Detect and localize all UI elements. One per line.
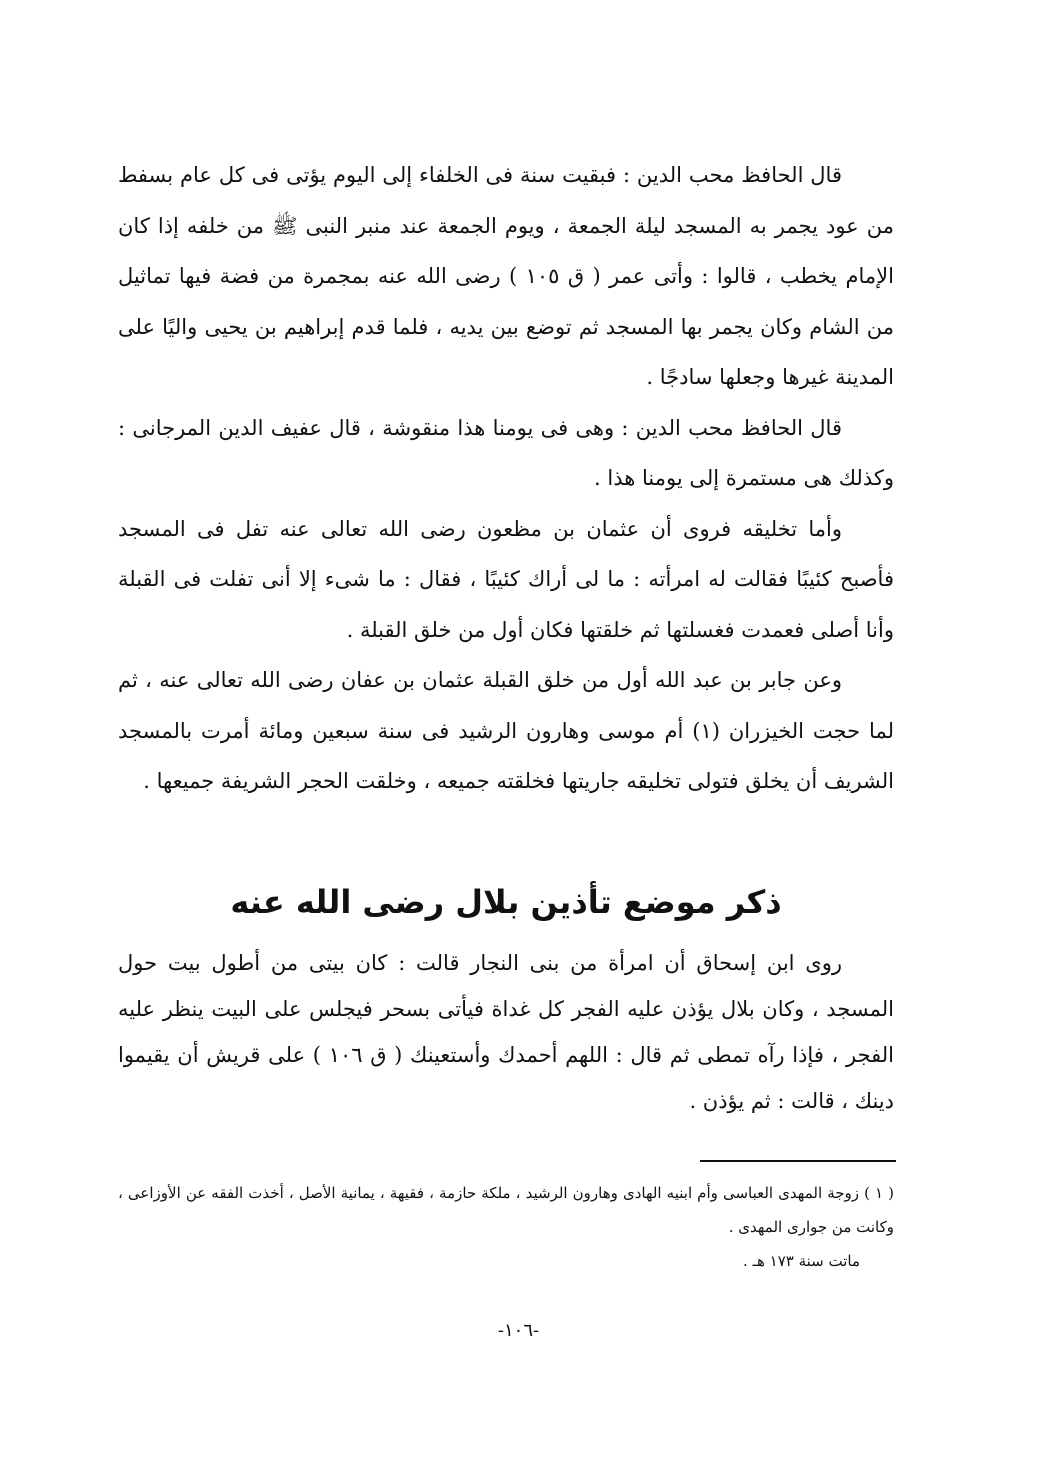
main-body-text [118, 150, 894, 807]
section-body-text [118, 940, 894, 1124]
section-paragraph: روى ابن إسحاق أن امرأة من بنى النجار قالت : كان بيتى من أطول بيت حول المسجد ، وكان بلال يؤذن عليه الفجر كل غداة فيأتى بسحر فيجلس على البيت ينظر عليه الفجر ، فإذا رآه تمطى ثم قال : اللهم أحمدك وأستعينك ( ق ١٠٦ ) على قريش أن يقيموا دينك ، قالت : ثم يؤذن . [118, 951, 894, 1113]
body-paragraph-1: قال الحافظ محب الدين : فبقيت سنة فى الخلفاء إلى اليوم يؤتى فى كل عام بسفط من عود يجمر به المسجد ليلة الجمعة ، ويوم الجمعة عند منبر النبى ﷺ من خلفه إذا كان الإمام يخطب ، قالوا : وأتى عمر ( ق ١٠٥ ) رضى الله عنه بمجمرة من فضة فيها تماثيل من الشام وكان يجمر بها المسجد ثم توضع بين يديه ، فلما قدم إبراهيم بن يحيى واليًا على المدينة غيرها وجعلها سادجًا . [118, 163, 894, 389]
body-paragraph-2: قال الحافظ محب الدين : وهى فى يومنا هذا منقوشة ، قال عفيف الدين المرجانى : وكذلك هى مستمرة إلى يومنا هذا . [118, 415, 894, 490]
footnote-1: ( ١ ) زوجة المهدى العباسى وأم ابنيه الهادى وهارون الرشيد ، ملكة حازمة ، فقيهة ، يمانية الأصل ، أخذت الفقه عن الأوزاعى ، وكانت من جوارى المهدى . [118, 1184, 895, 1236]
body-paragraph-3: وأما تخليقه فروى أن عثمان بن مظعون رضى الله تعالى عنه تفل فى المسجد فأصبح كئيبًا فقالت له امرأته : ما لى أراك كئيبًا ، فقال : ما شىء إلا أنى تفلت فى القبلة وأنا أصلى فعمدت فغسلتها ثم خلقتها فكان أول من خلق القبلة . [118, 516, 894, 642]
section-heading: ذكر موضع تأذين بلال رضى الله عنه [230, 883, 782, 921]
body-paragraph-4: وعن جابر بن عبد الله أول من خلق القبلة عثمان بن عفان رضى الله تعالى عنه ، ثم لما حجت الخيزران (١) أم موسى وهارون الرشيد فى سنة سبعين ومائة أمرت بالمسجد الشريف أن يخلق فتولى تخليقه جاريتها فخلقته جميعه ، وخلقت الحجر الشريفة جميعها . [118, 668, 894, 793]
page-number: -١٠٦- [497, 1320, 540, 1341]
footnote-1-death: ماتت سنة ١٧٣ هـ . [743, 1252, 860, 1270]
footnote-divider [700, 1160, 896, 1162]
footnotes [118, 1176, 894, 1278]
